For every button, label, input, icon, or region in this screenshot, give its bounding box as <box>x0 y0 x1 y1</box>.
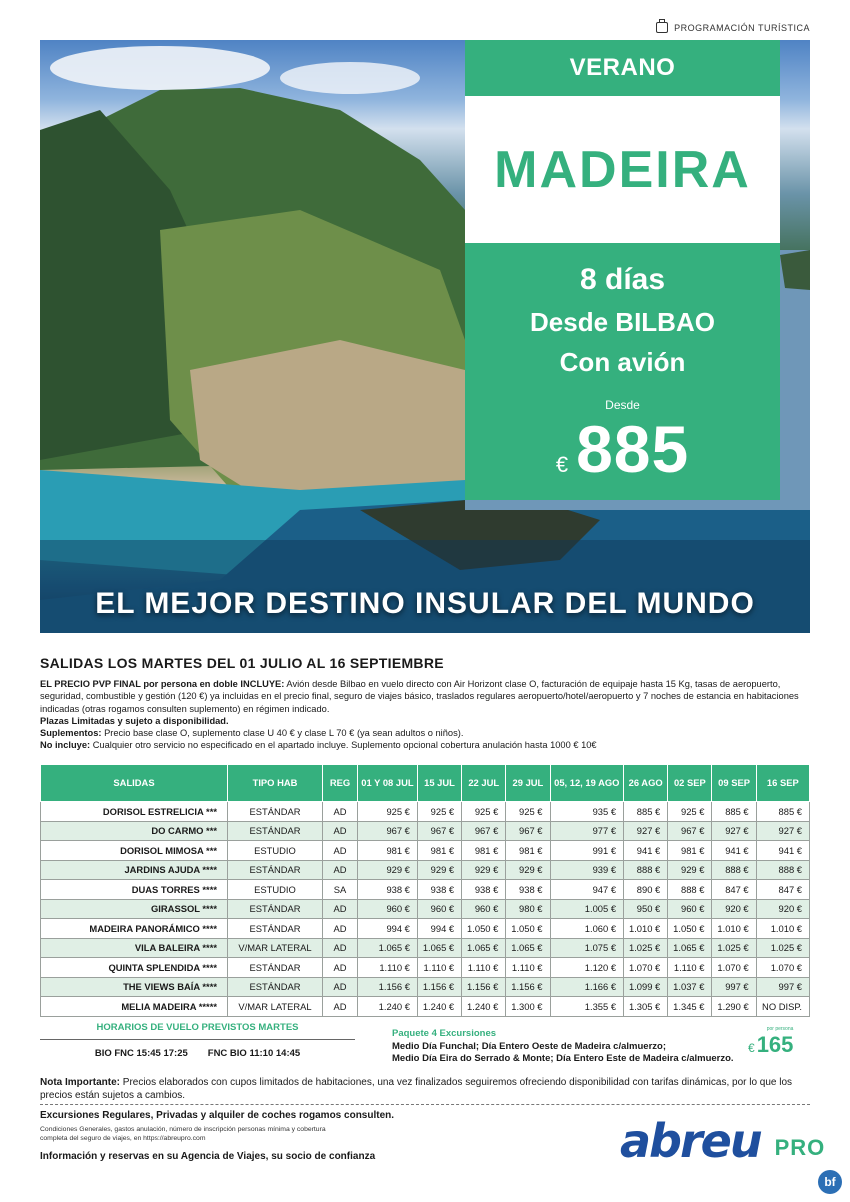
price-cell: 929 € <box>417 860 461 880</box>
board-cell: AD <box>323 938 358 958</box>
hotel-name-cell: DORISOL MIMOSA *** <box>41 841 228 861</box>
column-header: REG <box>323 765 358 802</box>
price-cell: 997 € <box>712 977 756 997</box>
conditions-text <box>40 678 810 752</box>
price-cell: 929 € <box>668 860 712 880</box>
includes-label: EL PRECIO PVP FINAL por persona en doble INCLUYE: <box>40 679 285 689</box>
price-cell: 1.110 € <box>462 958 506 978</box>
flight-schedule-title: HORARIOS DE VUELO PREVISTOS MARTES <box>96 1022 299 1033</box>
hotel-name-cell: QUINTA SPLENDIDA **** <box>41 958 228 978</box>
excursion-package <box>392 1028 802 1066</box>
price-cell: 938 € <box>462 880 506 900</box>
price-cell: 1.070 € <box>756 958 809 978</box>
price-cell: 888 € <box>712 860 756 880</box>
price-cell: 1.110 € <box>358 958 418 978</box>
column-header: 22 JUL <box>462 765 506 802</box>
hero-tagline: EL MEJOR DESTINO INSULAR DEL MUNDO <box>95 587 755 620</box>
board-cell: AD <box>323 919 358 939</box>
price-cell: 1.025 € <box>756 938 809 958</box>
hotel-name-cell: JARDINS AJUDA **** <box>41 860 228 880</box>
price-cell: 938 € <box>417 880 461 900</box>
price-cell: 1.075 € <box>550 938 624 958</box>
column-header: SALIDAS <box>41 765 228 802</box>
price-cell: 885 € <box>624 802 668 822</box>
price-cell: 947 € <box>550 880 624 900</box>
table-header-row <box>41 765 810 802</box>
plazas-text: Plazas Limitadas y sujeto a disponibilidad. <box>40 715 229 726</box>
price-cell: 1.110 € <box>506 958 550 978</box>
note-label: Nota Importante: <box>40 1077 120 1088</box>
no-incluye-text: Cualquier otro servicio no especificado en el apartado incluye. Suplemento opcional cobertura anulación hasta 1000 € 10€ <box>90 740 597 751</box>
column-header: TIPO HAB <box>228 765 323 802</box>
price-cell: 1.120 € <box>550 958 624 978</box>
price-cell: 1.290 € <box>712 997 756 1017</box>
price-cell: 1.065 € <box>358 938 418 958</box>
price-cell: 927 € <box>756 821 809 841</box>
price-cell: 885 € <box>712 802 756 822</box>
trip-duration: 8 días <box>579 263 666 296</box>
table-row <box>41 899 810 919</box>
important-note <box>40 1076 810 1102</box>
room-type-cell: V/MAR LATERAL <box>228 997 323 1017</box>
hotel-name-cell: THE VIEWS BAÍA **** <box>41 977 228 997</box>
price-cell: 960 € <box>358 899 418 919</box>
includes-paragraph <box>40 678 810 715</box>
suplementos-paragraph <box>40 727 810 739</box>
price-cell: 1.050 € <box>668 919 712 939</box>
price-cell: 1.156 € <box>358 977 418 997</box>
price-cell: 847 € <box>756 880 809 900</box>
price-cell: 929 € <box>462 860 506 880</box>
package-currency: € <box>748 1041 755 1055</box>
room-type-cell: V/MAR LATERAL <box>228 938 323 958</box>
column-header: 05, 12, 19 AGO <box>550 765 624 802</box>
hotel-name-cell: DUAS TORRES **** <box>41 880 228 900</box>
room-type-cell: ESTÁNDAR <box>228 821 323 841</box>
price-cell: 1.240 € <box>417 997 461 1017</box>
plazas-paragraph <box>40 715 810 727</box>
flight-schedule <box>40 1022 355 1059</box>
destination-title: MADEIRA <box>494 140 751 199</box>
package-price <box>748 1026 794 1058</box>
no-incluye-label: No incluye: <box>40 740 91 751</box>
room-type-cell: ESTÁNDAR <box>228 919 323 939</box>
table-row <box>41 802 810 822</box>
price-cell: 994 € <box>417 919 461 939</box>
brand-name: abreu <box>620 1114 761 1168</box>
table-row <box>41 821 810 841</box>
table-row <box>41 977 810 997</box>
column-header: 15 JUL <box>417 765 461 802</box>
price-cell: 927 € <box>712 821 756 841</box>
price-cell: 950 € <box>624 899 668 919</box>
column-header: 09 SEP <box>712 765 756 802</box>
price-cell: 1.050 € <box>506 919 550 939</box>
price-cell: 1.166 € <box>550 977 624 997</box>
hotel-name-cell: DO CARMO *** <box>41 821 228 841</box>
booking-info: Información y reservas en su Agencia de Viajes, su socio de confianza <box>40 1151 376 1162</box>
board-cell: AD <box>323 899 358 919</box>
header-label <box>656 22 810 33</box>
price-cell: 981 € <box>358 841 418 861</box>
price-cell: 1.005 € <box>550 899 624 919</box>
table-row <box>41 860 810 880</box>
suplementos-label: Suplementos: <box>40 728 102 739</box>
price-currency: € <box>555 452 569 477</box>
table-row <box>41 997 810 1017</box>
price-cell: 1.060 € <box>550 919 624 939</box>
price-cell: 980 € <box>506 899 550 919</box>
price-cell: 981 € <box>462 841 506 861</box>
suplementos-text: Precio base clase O, suplemento clase U 40 € y clase L 70 € (ya sean adultos o niños). <box>101 728 464 739</box>
excursions-note: Excursiones Regulares, Privadas y alquiler de coches rogamos consulten. <box>40 1110 395 1121</box>
price-cell: 925 € <box>417 802 461 822</box>
trip-transport: Con avión <box>559 347 686 377</box>
flight-outbound: BIO FNC 15:45 17:25 <box>94 1048 188 1059</box>
column-header: 01 Y 08 JUL <box>358 765 418 802</box>
price-cell: 981 € <box>668 841 712 861</box>
price-cell: 967 € <box>417 821 461 841</box>
price-cell: 1.240 € <box>462 997 506 1017</box>
price-cell: 935 € <box>550 802 624 822</box>
price-cell: 967 € <box>462 821 506 841</box>
price-cell: 1.065 € <box>506 938 550 958</box>
destination-banner <box>465 96 780 243</box>
room-type-cell: ESTUDIO <box>228 841 323 861</box>
board-cell: AD <box>323 860 358 880</box>
price-cell: 941 € <box>712 841 756 861</box>
abreu-pro-logo <box>620 1114 826 1168</box>
column-header: 02 SEP <box>668 765 712 802</box>
board-cell: AD <box>323 958 358 978</box>
board-cell: AD <box>323 802 358 822</box>
header-label-text: PROGRAMACIÓN TURÍSTICA <box>674 22 810 33</box>
brand-suffix: PRO <box>774 1135 826 1160</box>
season-label: VERANO <box>569 54 676 81</box>
trip-departure: Desde BILBAO <box>530 307 715 337</box>
price-cell: 977 € <box>550 821 624 841</box>
price-cell: 967 € <box>358 821 418 841</box>
package-line-1: Medio Día Funchal; Día Entero Oeste de Madeira c/almuerzo; <box>392 1040 666 1052</box>
price-cell: 1.065 € <box>462 938 506 958</box>
price-cell: 1.010 € <box>624 919 668 939</box>
room-type-cell: ESTÁNDAR <box>228 977 323 997</box>
price-cell: 1.025 € <box>624 938 668 958</box>
price-cell: 967 € <box>668 821 712 841</box>
price-cell: 1.010 € <box>712 919 756 939</box>
price-cell: 941 € <box>624 841 668 861</box>
includes-text: Avión desde Bilbao en vuelo directo con Air Horizont clase O, facturación de equipaje hasta 15 Kg, tasas de aeropuerto, seguridad, combustible y gestión (120 €) ya incluidas en el precio final, seguro de viajes básico, traslados regulares aeropuerto/hotel/aeropuerto y 7 noches de estancia en habitaciones indicadas (otras rogamos consulten suplemento) en régimen indicado. <box>40 679 799 714</box>
flight-times <box>40 1048 355 1059</box>
board-cell: AD <box>323 841 358 861</box>
price-cell: 888 € <box>624 860 668 880</box>
price-cell: 981 € <box>417 841 461 861</box>
price-cell: 981 € <box>506 841 550 861</box>
price-table <box>40 764 810 1017</box>
price-cell: 929 € <box>358 860 418 880</box>
price-cell: 1.065 € <box>417 938 461 958</box>
price-cell: 925 € <box>358 802 418 822</box>
package-per-person: por persona <box>766 1026 794 1032</box>
offer-panel <box>465 243 780 500</box>
price-cell: 1.345 € <box>668 997 712 1017</box>
price-cell: 1.037 € <box>668 977 712 997</box>
season-banner <box>465 40 780 96</box>
board-cell: AD <box>323 821 358 841</box>
price-cell: 1.300 € <box>506 997 550 1017</box>
package-title: Paquete 4 Excursiones <box>392 1028 497 1039</box>
section-title: SALIDAS LOS MARTES DEL 01 JULIO AL 16 SEPTIEMBRE <box>40 655 444 671</box>
price-from-label: Desde <box>605 398 640 412</box>
price-cell: 885 € <box>756 802 809 822</box>
bf-badge-icon: bf <box>818 1170 842 1194</box>
hotel-name-cell: DORISOL ESTRELICIA *** <box>41 802 228 822</box>
room-type-cell: ESTÁNDAR <box>228 860 323 880</box>
price-amount: 885 <box>576 412 690 486</box>
hotel-name-cell: GIRASSOL **** <box>41 899 228 919</box>
divider <box>40 1104 810 1105</box>
suitcase-icon <box>656 22 668 33</box>
price-cell: 1.070 € <box>712 958 756 978</box>
table-row <box>41 958 810 978</box>
price-cell: 1.070 € <box>624 958 668 978</box>
price-cell: 991 € <box>550 841 624 861</box>
price-cell: 847 € <box>712 880 756 900</box>
table-row <box>41 938 810 958</box>
general-conditions: Condiciones Generales, gastos anulación, número de inscripción personas mínima y cobertura completa del seguro de viajes, en https://abreupro.com <box>40 1126 326 1142</box>
hotel-name-cell: VILA BALEIRA **** <box>41 938 228 958</box>
price-cell: 888 € <box>668 880 712 900</box>
price-cell: 997 € <box>756 977 809 997</box>
table-row <box>41 919 810 939</box>
price-cell: 1.240 € <box>358 997 418 1017</box>
price-cell: 925 € <box>462 802 506 822</box>
board-cell: AD <box>323 977 358 997</box>
column-header: 26 AGO <box>624 765 668 802</box>
package-amount: 165 <box>756 1032 794 1057</box>
price-cell: 960 € <box>668 899 712 919</box>
price-cell: 1.110 € <box>668 958 712 978</box>
price-cell: 1.099 € <box>624 977 668 997</box>
price-cell: 1.156 € <box>417 977 461 997</box>
price-cell: 1.110 € <box>417 958 461 978</box>
price-cell: 1.156 € <box>506 977 550 997</box>
price-cell: 960 € <box>462 899 506 919</box>
column-header: 16 SEP <box>756 765 809 802</box>
price-cell: 890 € <box>624 880 668 900</box>
price-cell: 938 € <box>506 880 550 900</box>
price-cell: NO DISP. <box>756 997 809 1017</box>
price-cell: 938 € <box>358 880 418 900</box>
price-cell: 1.065 € <box>668 938 712 958</box>
note-text: Precios elaborados con cupos limitados de habitaciones, una vez finalizados seguiremos ofreciendo disponibilidad con tarifas dinámicas, por lo que los precios están sujetos a cambios. <box>40 1077 793 1101</box>
table-row <box>41 880 810 900</box>
table-body <box>41 802 810 1017</box>
board-cell: AD <box>323 997 358 1017</box>
offer-price <box>465 411 780 487</box>
price-cell: 920 € <box>756 899 809 919</box>
room-type-cell: ESTUDIO <box>228 880 323 900</box>
price-cell: 1.305 € <box>624 997 668 1017</box>
price-cell: 927 € <box>624 821 668 841</box>
price-cell: 925 € <box>668 802 712 822</box>
room-type-cell: ESTÁNDAR <box>228 958 323 978</box>
price-cell: 925 € <box>506 802 550 822</box>
price-cell: 994 € <box>358 919 418 939</box>
room-type-cell: ESTÁNDAR <box>228 899 323 919</box>
price-cell: 929 € <box>506 860 550 880</box>
price-cell: 960 € <box>417 899 461 919</box>
price-cell: 1.025 € <box>712 938 756 958</box>
price-cell: 920 € <box>712 899 756 919</box>
price-cell: 1.156 € <box>462 977 506 997</box>
board-cell: SA <box>323 880 358 900</box>
price-cell: 1.010 € <box>756 919 809 939</box>
price-cell: 939 € <box>550 860 624 880</box>
divider <box>40 1039 355 1040</box>
package-line-2: Medio Día Eira do Serrado & Monte; Día Entero Este de Madeira c/almuerzo. <box>392 1053 734 1064</box>
hotel-name-cell: MELIA MADEIRA ***** <box>41 997 228 1017</box>
no-incluye-paragraph <box>40 739 810 751</box>
price-cell: 888 € <box>756 860 809 880</box>
price-cell: 941 € <box>756 841 809 861</box>
price-cell: 1.355 € <box>550 997 624 1017</box>
price-cell: 967 € <box>506 821 550 841</box>
room-type-cell: ESTÁNDAR <box>228 802 323 822</box>
column-header: 29 JUL <box>506 765 550 802</box>
table-row <box>41 841 810 861</box>
flight-return: FNC BIO 11:10 14:45 <box>207 1048 301 1059</box>
hotel-name-cell: MADEIRA PANORÁMICO **** <box>41 919 228 939</box>
price-cell: 1.050 € <box>462 919 506 939</box>
